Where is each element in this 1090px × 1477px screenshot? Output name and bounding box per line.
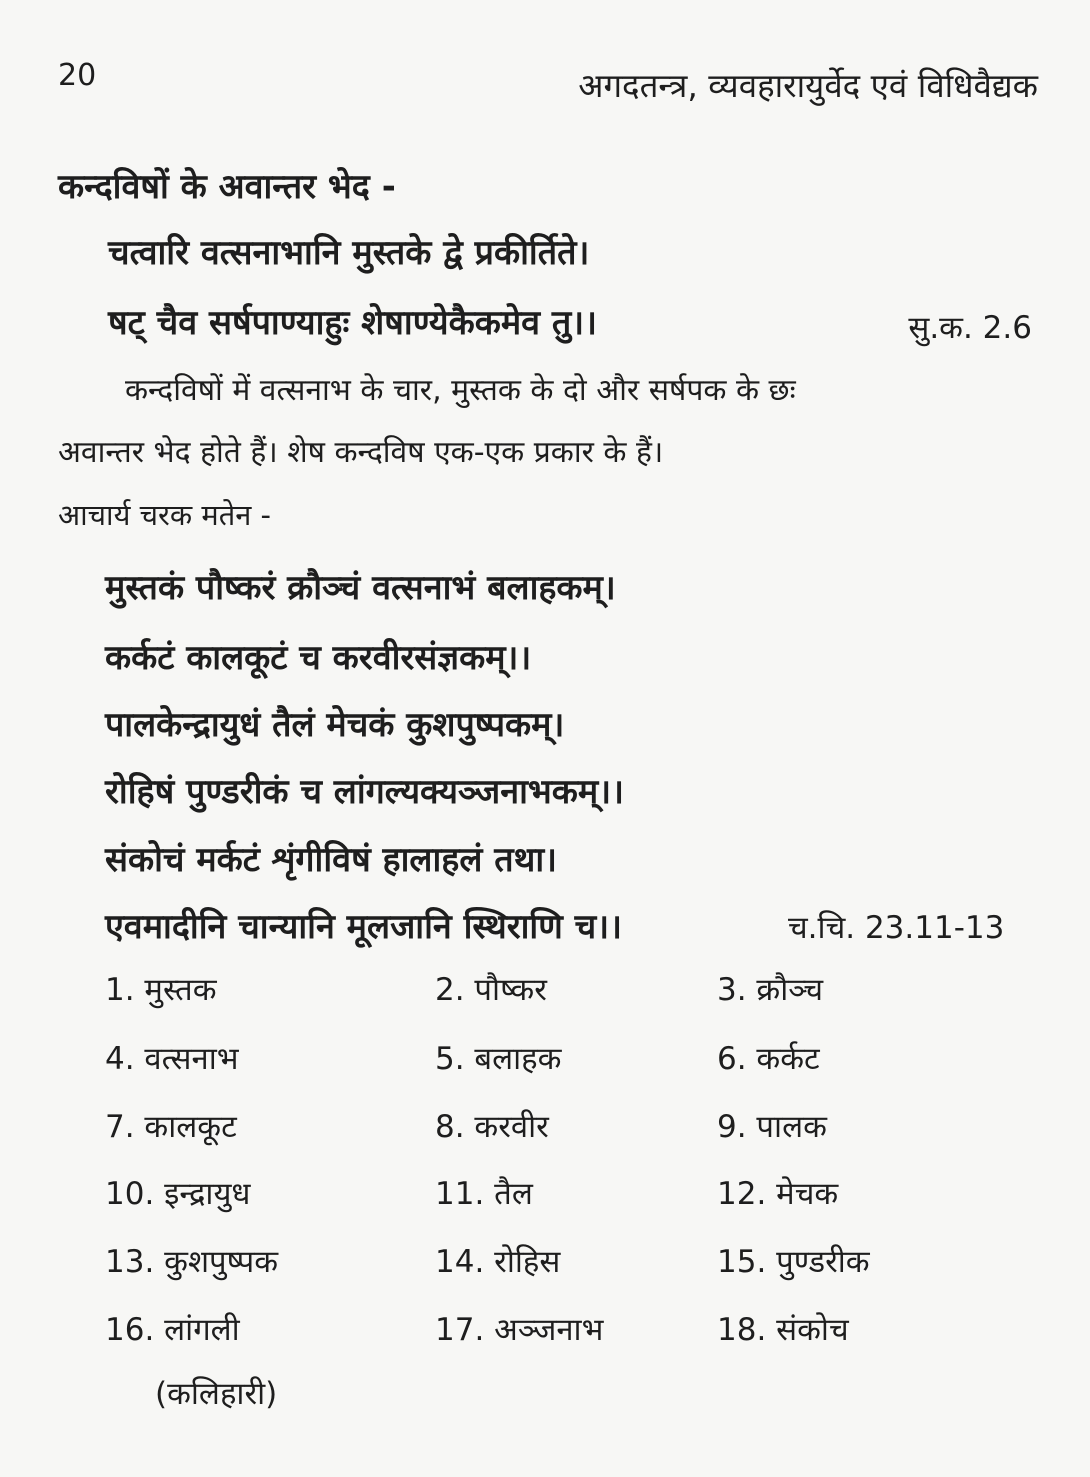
- list-item: 14. रोहिस: [435, 1244, 561, 1280]
- verse-line: चत्वारि वत्सनाभानि मुस्तके द्वे प्रकीर्तिते।: [108, 233, 590, 273]
- translation-line: कन्दविषों में वत्सनाभ के चार, मुस्तक के दो और सर्षपक के छः: [125, 373, 796, 408]
- verse-line: मुस्तकं पौष्करं क्रौञ्चं वत्सनाभं बलाहकम्।: [105, 568, 616, 608]
- list-item: 1. मुस्तक: [105, 972, 217, 1008]
- page-number: 20: [58, 58, 97, 93]
- list-item: 12. मेचक: [717, 1176, 839, 1212]
- list-item: 9. पालक: [717, 1109, 827, 1145]
- sub-heading: आचार्य चरक मतेन -: [58, 498, 272, 532]
- verse-line: षट् चैव सर्षपाण्याहुः शेषाण्येकैकमेव तु।।: [108, 303, 598, 343]
- list-item: 11. तैल: [435, 1176, 533, 1212]
- verse-line: एवमादीनि चान्यानि मूलजानि स्थिराणि च।।: [105, 907, 622, 947]
- list-item: 10. इन्द्रायुध: [105, 1176, 251, 1212]
- list-item: 6. कर्कट: [717, 1041, 820, 1077]
- list-item: 4. वत्सनाभ: [105, 1041, 239, 1077]
- list-item: 18. संकोच: [717, 1312, 849, 1348]
- verse-line: रोहिषं पुण्डरीकं च लांगल्यक्यञ्जनाभकम्।।: [105, 772, 624, 812]
- list-item: 13. कुशपुष्पक: [105, 1244, 279, 1280]
- list-item: 8. करवीर: [435, 1109, 549, 1145]
- running-title: अगदतन्त्र, व्यवहारायुर्वेद एवं विधिवैद्यक: [578, 66, 1038, 105]
- translation-line: अवान्तर भेद होते हैं। शेष कन्दविष एक-एक प्रकार के हैं।: [58, 435, 664, 470]
- verse-line: कर्कटं कालकूटं च करवीरसंज्ञकम्।।: [105, 638, 532, 678]
- verse-line: पालकेन्द्रायुधं तैलं मेचकं कुशपुष्पकम्।: [105, 705, 565, 745]
- list-item: 7. कालकूट: [105, 1109, 237, 1145]
- list-item: 15. पुण्डरीक: [717, 1244, 870, 1280]
- list-item-note: (कलिहारी): [155, 1376, 278, 1412]
- list-item: 2. पौष्कर: [435, 972, 547, 1008]
- list-item: 16. लांगली: [105, 1312, 240, 1348]
- section-heading: कन्दविषों के अवान्तर भेद -: [58, 167, 396, 207]
- list-item: 5. बलाहक: [435, 1041, 562, 1077]
- list-item: 3. क्रौञ्च: [717, 972, 824, 1008]
- verse-reference: च.चि. 23.11-13: [788, 910, 1005, 946]
- verse-reference: सु.क. 2.6: [908, 310, 1032, 346]
- list-item: 17. अञ्जनाभ: [435, 1312, 604, 1348]
- verse-line: संकोचं मर्कटं शृंगीविषं हालाहलं तथा।: [105, 840, 558, 880]
